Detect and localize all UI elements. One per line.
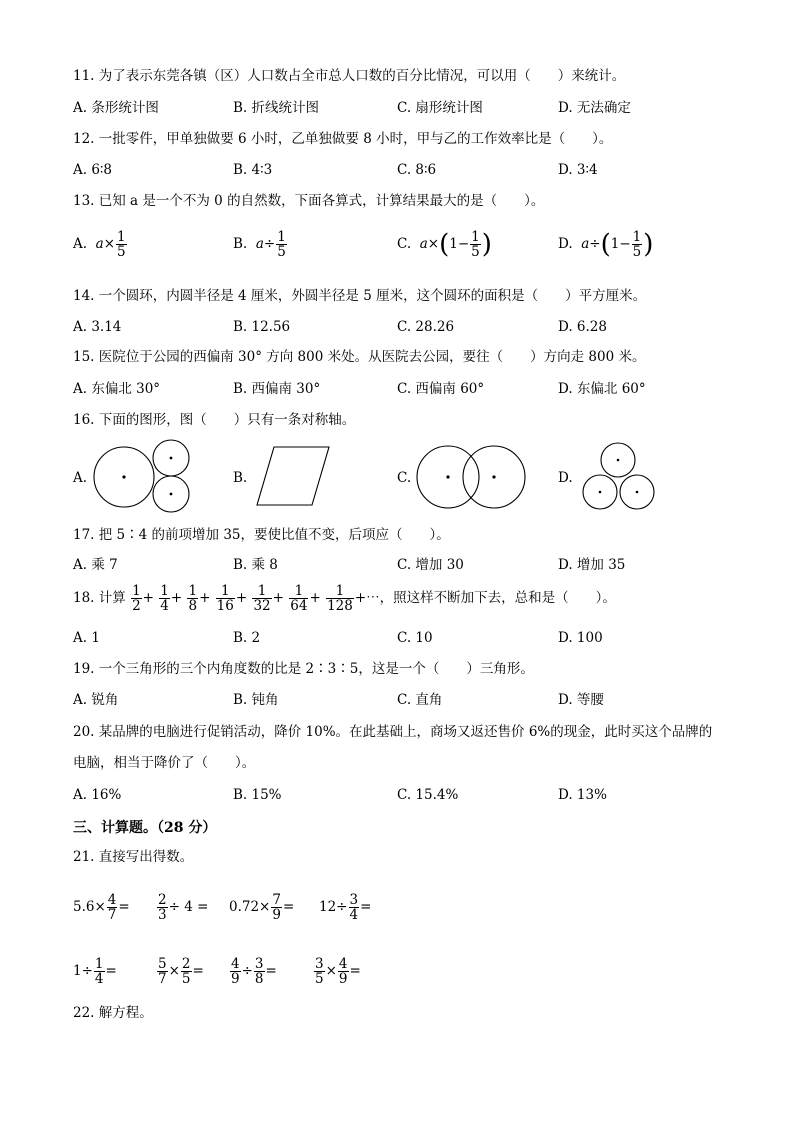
q14-option-b[interactable]: B. 12.56 [233, 319, 291, 335]
q20-option-b[interactable]: B. 15% [233, 787, 282, 803]
fraction: $\frac{1}{16}$ [216, 583, 234, 614]
question-16: 16. 下面的图形，图（ ）只有一条对称轴。 [73, 412, 356, 428]
fraction: $\frac{1}{5}$ [117, 229, 126, 260]
question-19: 19. 一个三角形的三个内角度数的比是 2∶3∶5，这是一个（ ）三角形。 [73, 661, 534, 677]
fraction: $\frac{1}{128}$ [327, 583, 353, 614]
fraction: $\frac{1}{8}$ [188, 583, 198, 614]
q11-option-c[interactable]: C. 扇形统计图 [397, 100, 483, 116]
fraction: $\frac{1}{4}$ [160, 583, 169, 614]
q17-option-a[interactable]: A. 乘 7 [73, 557, 118, 573]
q18-option-d[interactable]: D. 100 [558, 630, 603, 646]
question-13: 13. 已知 a 是一个不为 0 的自然数，下面各算式，计算结果最大的是（ ）。 [73, 193, 545, 209]
q15-option-d[interactable]: D. 东偏北 60° [558, 381, 646, 397]
q19-option-d[interactable]: D. 等腰 [558, 692, 604, 708]
q18-option-b[interactable]: B. 2 [233, 630, 261, 646]
figure-d-three-circles [583, 443, 654, 509]
q13-option-a[interactable]: A. a× $\frac{1}{5}$ [73, 229, 126, 260]
q13-option-d[interactable]: D. a÷(1− $\frac{1}{5}$ ) [558, 229, 654, 260]
q16-option-c[interactable]: C. [397, 470, 412, 486]
question-20-line-1: 20. 某品牌的电脑进行促销活动，降价 10%。在此基础上，商场又返还售价 6%的现金，此时买这个品牌的 [73, 724, 713, 740]
q16-option-a[interactable]: A. [73, 470, 88, 486]
q17-option-b[interactable]: B. 乘 8 [233, 557, 278, 573]
q14-option-d[interactable]: D. 6.28 [558, 319, 607, 335]
question-14: 14. 一个圆环，内圆半径是 4 厘米，外圆半径是 5 厘米，这个圆环的面积是（ ）平方厘米。 [73, 288, 647, 304]
calc-expression-8: $\frac{3}{5}$ × $\frac{4}{9}$ = [315, 956, 361, 987]
q19-option-b[interactable]: B. 钝角 [233, 692, 279, 708]
question-11: 11. 为了表示东莞各镇（区）人口数占全市总人口数的百分比情况，可以用（ ）来统计。 [73, 68, 626, 84]
question-18: 18. 计算 $\frac{1}{2}$ + $\frac{1}{4}$ + $\frac{1}{8}$ + $\frac{1}{16}$ + $\frac{1}{32}$ + $\frac{1}{64}$ + $\frac{1}{128}$ +⋯，照这样不断加下去，总和是（ ）。 [73, 583, 616, 614]
q12-option-d[interactable]: D. 3∶4 [558, 162, 598, 178]
fraction: $\frac{1}{5}$ [632, 229, 642, 260]
q11-option-d[interactable]: D. 无法确定 [558, 100, 631, 116]
calc-expression-3: 0.72× $\frac{7}{9}$ = [229, 892, 295, 923]
fraction: $\frac{1}{64}$ [290, 583, 308, 614]
calc-expression-7: $\frac{4}{9}$ ÷ $\frac{3}{8}$ = [231, 956, 277, 987]
q14-option-c[interactable]: C. 28.26 [397, 319, 455, 335]
calc-expression-1: 5.6× $\frac{4}{7}$ = [73, 892, 130, 923]
question-17: 17. 把 5∶4 的前项增加 35，要使比值不变，后项应（ ）。 [73, 527, 450, 543]
q11-option-a[interactable]: A. 条形统计图 [73, 100, 159, 116]
q18-option-a[interactable]: A. 1 [73, 630, 100, 646]
q15-option-a[interactable]: A. 东偏北 30° [73, 381, 161, 397]
q16-option-b[interactable]: B. [233, 470, 248, 486]
question-22: 22. 解方程。 [73, 1005, 153, 1021]
question-12: 12. 一批零件，甲单独做要 6 小时，乙单独做要 8 小时，甲与乙的工作效率比是（ ）。 [73, 131, 613, 147]
q15-option-c[interactable]: C. 西偏南 60° [397, 381, 485, 397]
q19-option-a[interactable]: A. 锐角 [73, 692, 119, 708]
fraction: $\frac{1}{2}$ [132, 583, 141, 614]
q16-option-d[interactable]: D. [558, 470, 573, 486]
q14-option-a[interactable]: A. 3.14 [73, 319, 122, 335]
question-20-line-2: 电脑，相当于降价了（ ）。 [73, 755, 256, 771]
q12-option-c[interactable]: C. 8∶6 [397, 162, 437, 178]
q20-option-c[interactable]: C. 15.4% [397, 787, 459, 803]
q13-option-c[interactable]: C. a×(1− $\frac{1}{5}$ ) [397, 229, 492, 260]
calc-expression-6: $\frac{5}{7}$ × $\frac{2}{5}$ = [158, 956, 204, 987]
fraction: $\frac{1}{32}$ [253, 583, 271, 614]
q15-option-b[interactable]: B. 西偏南 30° [233, 381, 321, 397]
fraction: $\frac{1}{5}$ [277, 229, 286, 260]
calc-expression-2: $\frac{2}{3}$ ÷ 4 = [158, 892, 209, 923]
q19-option-c[interactable]: C. 直角 [397, 692, 443, 708]
q18-option-c[interactable]: C. 10 [397, 630, 433, 646]
q13-option-b[interactable]: B. a÷ $\frac{1}{5}$ [233, 229, 286, 260]
calc-expression-5: 1÷ $\frac{1}{4}$ = [73, 956, 117, 987]
q12-option-b[interactable]: B. 4∶3 [233, 162, 273, 178]
q17-option-d[interactable]: D. 增加 35 [558, 557, 626, 573]
q12-option-a[interactable]: A. 6∶8 [73, 162, 113, 178]
fraction: $\frac{1}{5}$ [471, 229, 480, 260]
section-heading: 三、计算题。（28 分） [73, 820, 217, 836]
q20-option-a[interactable]: A. 16% [73, 787, 122, 803]
figure-b-parallelogram [257, 447, 329, 505]
question-21: 21. 直接写出得数。 [73, 849, 194, 865]
q17-option-c[interactable]: C. 增加 30 [397, 557, 464, 573]
q11-option-b[interactable]: B. 折线统计图 [233, 100, 320, 116]
calc-expression-4: 12÷ $\frac{3}{4}$ = [319, 892, 372, 923]
figure-a-circles [94, 440, 189, 512]
figure-c-overlapping-circles [417, 446, 525, 508]
question-15: 15. 医院位于公园的西偏南 30° 方向 800 米处。从医院去公园，要往（ ）方向走 800 米。 [73, 349, 646, 365]
q20-option-d[interactable]: D. 13% [558, 787, 607, 803]
